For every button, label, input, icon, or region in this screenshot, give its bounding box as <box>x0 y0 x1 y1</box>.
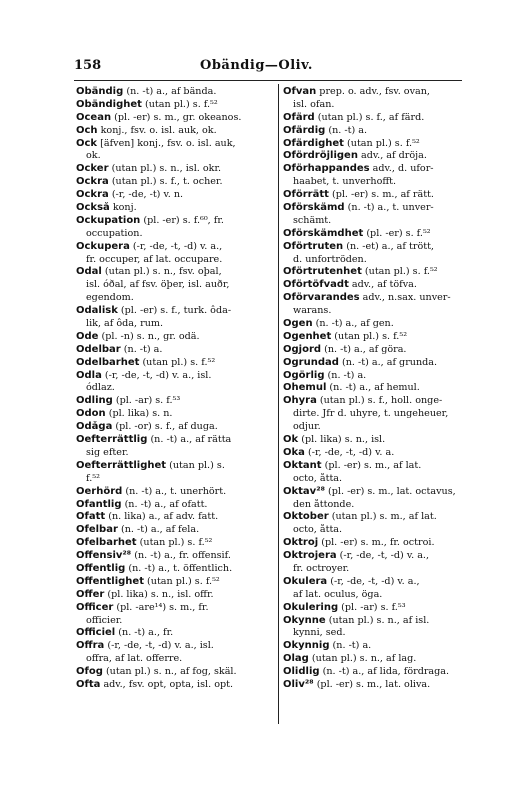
headword: Oktrojera <box>283 550 337 562</box>
left-column <box>76 86 276 692</box>
dictionary-entry-line <box>76 408 276 421</box>
entry-text: dirte. Jfr d. uhyre, t. ungeheuer, <box>293 408 449 420</box>
headword: Okynnig <box>283 640 330 652</box>
entry-text: (n. -t) a., t. unerhört. <box>122 485 227 497</box>
headword: Odelbar <box>76 343 121 355</box>
headword: Odla <box>76 369 102 381</box>
entry-text: af lat. oculus, öga. <box>293 588 383 600</box>
dictionary-entry-line <box>283 138 471 151</box>
entry-text: officier. <box>86 614 123 626</box>
entry-continuation-line <box>283 305 471 318</box>
entry-text: (-r, -de, -t, -d) v. a., <box>129 240 223 252</box>
dictionary-entry-line <box>283 150 471 163</box>
entry-text: (pl. lika) s. n., isl. <box>298 434 386 446</box>
dictionary-entry-line <box>76 112 276 125</box>
dictionary-entry-line <box>283 640 471 653</box>
dictionary-entry-line <box>76 163 276 176</box>
entry-text: (utan pl.) s. <box>166 459 225 471</box>
entry-text: (utan pl.) s. n., af isl. <box>325 614 430 626</box>
entry-continuation-line <box>76 228 276 241</box>
dictionary-entry-line <box>76 460 276 473</box>
page-number: 158 <box>74 58 102 73</box>
dictionary-entry-line <box>76 86 276 99</box>
dictionary-entry-line <box>76 486 276 499</box>
entry-text: (pl. -er) s. m., af rätt. <box>328 189 434 201</box>
entry-text: (pl. -er) s. m., lat. oliva. <box>313 678 431 690</box>
entry-text: (pl. -ar) s. f.⁵³ <box>338 601 406 613</box>
dictionary-entry-line <box>283 202 471 215</box>
headword: Ofördröjligen <box>283 150 358 162</box>
entry-text: (n. -et) a., af trött, <box>343 240 434 252</box>
entry-text: (utan pl.) s. n., af lag. <box>308 653 417 665</box>
entry-continuation-line <box>283 408 471 421</box>
entry-text: (utan pl.) s. f.⁵² <box>141 98 218 110</box>
page-header <box>74 58 462 76</box>
entry-continuation-line <box>283 99 471 112</box>
headword: Oka <box>283 446 305 458</box>
entry-text: schämt. <box>293 214 332 226</box>
dictionary-entry-line <box>76 357 276 370</box>
dictionary-entry-line <box>283 653 471 666</box>
entry-text: (pl. lika) s. n. <box>105 408 173 420</box>
dictionary-entry-line <box>283 189 471 202</box>
headword: Ok <box>283 434 299 446</box>
entry-text: den åttonde. <box>293 498 355 510</box>
entry-text: (pl. -are¹⁴) s. m., fr. <box>113 601 209 613</box>
entry-text: (n. -t) a., af fela. <box>117 524 200 536</box>
headword: Odåga <box>76 421 113 433</box>
entry-text: (utan pl.) s. f., holl. onge- <box>316 395 443 407</box>
entry-text: (n. -t) a., af rätta <box>147 434 232 446</box>
headword: Oförskämd <box>283 202 345 214</box>
dictionary-entry-line <box>76 189 276 202</box>
entry-text: adv., fsv. opt, opta, isl. opt. <box>100 678 234 690</box>
entry-continuation-line <box>283 176 471 189</box>
dictionary-entry-line <box>283 666 471 679</box>
headword: Ofärd <box>283 111 315 123</box>
entry-continuation-line <box>283 589 471 602</box>
entry-text: ódlaz. <box>86 382 115 394</box>
dictionary-entry-line <box>283 344 471 357</box>
entry-text: (-r, -de, -t, -d) v. a., isl. <box>101 369 212 381</box>
entry-text: (utan pl.) s. n., af fog, skäl. <box>102 666 237 678</box>
entry-text: (pl. -er) s. f., turk. ôda- <box>117 305 232 317</box>
headword: Okynne <box>283 614 326 626</box>
entry-text: offra, af lat. offerre. <box>86 653 183 665</box>
dictionary-entry-line <box>76 524 276 537</box>
dictionary-entry-line <box>283 86 471 99</box>
headword: Oktav²⁸ <box>283 485 325 497</box>
headword: Odon <box>76 408 106 420</box>
entry-continuation-line <box>76 653 276 666</box>
entry-text: (pl. -er) s. f.⁵² <box>363 227 431 239</box>
headword: Oförtöfvadt <box>283 279 349 291</box>
entry-continuation-line <box>283 499 471 512</box>
headword: Odling <box>76 395 113 407</box>
headword: Officiel <box>76 627 116 639</box>
entry-continuation-line <box>76 318 276 331</box>
dictionary-entry-line <box>283 266 471 279</box>
headword: Och <box>76 124 98 136</box>
entry-text: (utan pl.) s. f.⁵² <box>331 330 408 342</box>
entry-text: ok. <box>86 150 101 162</box>
headword: Oliv²⁸ <box>283 678 314 690</box>
entry-text: (pl. -er) s. m., fr. octroi. <box>318 537 435 549</box>
headword: Ogen <box>283 318 313 330</box>
entry-text: adv., af töfva. <box>348 279 417 291</box>
entry-text: [äfven] konj., fsv. o. isl. auk, <box>97 137 236 149</box>
entry-text: (n. -t) a. <box>120 343 163 355</box>
entry-text: (n. -t) a., af grunda. <box>338 356 438 368</box>
entry-text: (n. lika) a., af adv. fatt. <box>105 511 219 523</box>
entry-text: (n. -t) a. <box>324 369 367 381</box>
headword: Offentlighet <box>76 575 144 587</box>
entry-text: (n. -t) a., af gen. <box>312 318 394 330</box>
entry-text: (pl. -er) s. m., af lat. <box>321 459 422 471</box>
entry-text: (utan pl.) s. f.⁵² <box>343 137 420 149</box>
headword: Obändig <box>76 86 124 97</box>
dictionary-entry-line <box>283 382 471 395</box>
entry-text: (pl. -er) s. m., lat. octavus, <box>324 485 456 497</box>
entry-continuation-line <box>76 279 276 292</box>
entry-text: adv., af dröja. <box>357 150 427 162</box>
dictionary-entry-line <box>283 447 471 460</box>
headword: Ofatt <box>76 511 106 523</box>
running-head: Obändig—Oliv. <box>200 58 313 73</box>
entry-text: (utan pl.) s. f.⁵² <box>143 575 220 587</box>
entry-text: (utan pl.) s. f., t. ocher. <box>108 176 223 188</box>
dictionary-entry-line <box>76 563 276 576</box>
dictionary-entry-line <box>283 602 471 615</box>
entry-text: (-r, -de, -t, -d) v. a. <box>304 446 395 458</box>
headword: Ofärdig <box>283 124 326 136</box>
headword: Obändighet <box>76 98 142 110</box>
entry-text: fr. occuper, af lat. occupare. <box>86 253 223 265</box>
dictionary-entry-line <box>283 537 471 550</box>
entry-text: (pl. -n) s. n., gr. odä. <box>98 330 200 342</box>
dictionary-entry-line <box>76 370 276 383</box>
dictionary-entry-line <box>283 434 471 447</box>
dictionary-entry-line <box>283 279 471 292</box>
dictionary-entry-line <box>283 318 471 331</box>
headword: Ocker <box>76 163 109 175</box>
entry-text: (n. -t) a., t. unver- <box>344 202 434 214</box>
dictionary-entry-line <box>283 357 471 370</box>
entry-text: (pl. lika) s. n., isl. offr. <box>104 588 214 600</box>
dictionary-entry-line <box>76 640 276 653</box>
entry-text: konj. <box>109 202 137 214</box>
headword: Ogjord <box>283 343 322 355</box>
dictionary-entry-line <box>76 344 276 357</box>
dictionary-entry-line <box>76 576 276 589</box>
dictionary-entry-line <box>283 511 471 524</box>
entry-text: (n. -t) a., fr. <box>115 627 174 639</box>
dictionary-entry-line <box>76 589 276 602</box>
headword: Oförtrutenhet <box>283 266 362 278</box>
entry-text: (n. -t) a., af ofatt. <box>121 498 208 510</box>
headword: Oktroj <box>283 537 319 549</box>
entry-continuation-line <box>283 473 471 486</box>
entry-text: warans. <box>293 305 332 317</box>
entry-text: (-r, -de, -t) v. n. <box>108 189 184 201</box>
entry-continuation-line <box>76 382 276 395</box>
entry-text: (n. -t) a., af göra. <box>321 343 407 355</box>
dictionary-entry-line <box>283 241 471 254</box>
entry-text: (utan pl.) s. m., af lat. <box>328 511 437 523</box>
entry-text: (n. -t) a., af bända. <box>123 86 217 97</box>
entry-text: isl. ofan. <box>293 98 335 110</box>
headword: Oförtruten <box>283 240 344 252</box>
headword: Ofta <box>76 678 101 690</box>
header-rule <box>74 80 462 81</box>
dictionary-entry-line <box>76 176 276 189</box>
headword: Olag <box>283 653 309 665</box>
headword: Odal <box>76 266 102 278</box>
dictionary-entry-line <box>76 434 276 447</box>
dictionary-entry-line <box>76 550 276 563</box>
entry-text: (utan pl.) s. f.⁵² <box>139 356 216 368</box>
entry-text: octo, åtta. <box>293 524 343 536</box>
headword: Ock <box>76 137 98 149</box>
entry-text: sig efter. <box>86 446 129 458</box>
dictionary-entry-line <box>76 266 276 279</box>
entry-text: adv., n.sax. unver- <box>359 292 451 304</box>
dictionary-entry-line <box>283 163 471 176</box>
dictionary-entry-line <box>76 305 276 318</box>
dictionary-entry-line <box>76 138 276 151</box>
dictionary-entry-line <box>76 666 276 679</box>
headword: Ogenhet <box>283 330 332 342</box>
right-column <box>283 86 471 692</box>
headword: Ockra <box>76 176 109 188</box>
entry-continuation-line <box>283 421 471 434</box>
dictionary-entry-line <box>283 550 471 563</box>
entry-continuation-line <box>76 254 276 267</box>
column-divider <box>278 84 279 724</box>
entry-text: (-r, -de, -t, -d) v. a., isl. <box>104 640 214 652</box>
entry-text: (n. -t) a., t. öffentlich. <box>125 562 233 574</box>
dictionary-entry-line <box>283 576 471 589</box>
entry-text: occupation. <box>86 227 143 239</box>
entry-continuation-line <box>76 150 276 163</box>
dictionary-entry-line <box>283 112 471 125</box>
entry-continuation-line <box>283 254 471 267</box>
dictionary-entry-line <box>76 202 276 215</box>
entry-text: (pl. -ar) s. f.⁵³ <box>112 395 181 407</box>
dictionary-entry-line <box>283 125 471 138</box>
entry-text: (n. -t) a. <box>325 124 368 136</box>
entry-continuation-line <box>76 473 276 486</box>
entry-text: konj., fsv. o. isl. auk, ok. <box>97 124 217 136</box>
dictionary-entry-line <box>76 395 276 408</box>
dictionary-entry-line <box>76 331 276 344</box>
headword: Oförvarandes <box>283 292 360 304</box>
headword: Ode <box>76 330 99 342</box>
entry-text: isl. óðal, af fsv. öþer, isl. auðr, <box>86 279 230 291</box>
entry-text: prep. o. adv., fsv. ovan, <box>316 86 430 97</box>
dictionary-entry-line <box>283 228 471 241</box>
headword: Offra <box>76 640 105 652</box>
headword: Okulering <box>283 601 339 613</box>
entry-text: (pl. -er) s. f.⁶⁰, fr. <box>140 214 224 226</box>
entry-text: adv., d. ufor- <box>369 163 434 175</box>
dictionary-entry-line <box>76 499 276 512</box>
dictionary-entry-line <box>283 460 471 473</box>
headword: Ockra <box>76 189 109 201</box>
entry-text: odjur. <box>293 421 321 433</box>
dictionary-entry-line <box>283 395 471 408</box>
headword: Ofog <box>76 666 103 678</box>
headword: Odalisk <box>76 305 118 317</box>
entry-text: (utan pl.) s. f.⁵² <box>361 266 438 278</box>
headword: Ockupation <box>76 214 141 226</box>
entry-text: (-r, -de, -t, -d) v. a., <box>336 550 430 562</box>
entry-text: (n. -t) a., af hemul. <box>326 382 420 394</box>
dictionary-entry-line <box>283 292 471 305</box>
entry-text: d. unfortröden. <box>293 253 367 265</box>
headword: Ofantlig <box>76 498 122 510</box>
entry-text: (utan pl.) s. f.⁵² <box>136 537 213 549</box>
headword: Oefterrättlighet <box>76 459 167 471</box>
entry-text: egendom. <box>86 292 134 304</box>
headword: Ofärdighet <box>283 137 344 149</box>
entry-text: kynni, sed. <box>293 627 346 639</box>
dictionary-entry-line <box>76 627 276 640</box>
entry-text: (n. -t) a., fr. offensif. <box>131 550 231 562</box>
entry-text: (n. -t) a., af lida, fördraga. <box>319 666 450 678</box>
entry-continuation-line <box>283 563 471 576</box>
headword: Ohyra <box>283 395 317 407</box>
entry-continuation-line <box>283 627 471 640</box>
entry-text: haabet, t. unverhofft. <box>293 176 397 188</box>
entry-text: (utan pl.) s. f., af färd. <box>314 111 425 123</box>
headword: Oförhappandes <box>283 163 370 175</box>
entry-text: (pl. -er) s. m., gr. okeanos. <box>111 111 242 123</box>
headword: Ofelbarhet <box>76 537 137 549</box>
entry-text: fr. octroyer. <box>293 562 350 574</box>
entry-text: lik, af ôda, rum. <box>86 318 164 330</box>
headword: Okulera <box>283 575 328 587</box>
headword: Oefterrättlig <box>76 434 148 446</box>
headword: Olidlig <box>283 666 320 678</box>
headword: Oerhörd <box>76 485 123 497</box>
entry-text: (-r, -de, -t, -d) v. a., <box>327 575 420 587</box>
headword: Oktober <box>283 511 329 523</box>
dictionary-entry-line <box>283 486 471 499</box>
entry-text: (n. -t) a. <box>329 640 372 652</box>
entry-continuation-line <box>283 524 471 537</box>
headword: Oktant <box>283 459 322 471</box>
dictionary-entry-line <box>76 99 276 112</box>
headword: Också <box>76 202 110 214</box>
headword: Offensiv²⁸ <box>76 550 132 562</box>
headword: Oförrätt <box>283 189 329 201</box>
dictionary-entry-line <box>76 511 276 524</box>
dictionary-entry-line <box>283 679 471 692</box>
dictionary-entry-line <box>76 241 276 254</box>
entry-continuation-line <box>76 447 276 460</box>
dictionary-entry-line <box>76 125 276 138</box>
entry-text: f.⁵² <box>86 472 100 484</box>
dictionary-entry-line <box>283 370 471 383</box>
entry-text: (utan pl.) s. n., fsv. oþal, <box>101 266 222 278</box>
headword: Officer <box>76 601 114 613</box>
entry-continuation-line <box>76 292 276 305</box>
entry-text: (pl. -or) s. f., af duga. <box>112 421 218 433</box>
headword: Offer <box>76 588 105 600</box>
headword: Offentlig <box>76 562 126 574</box>
headword: Ogrundad <box>283 356 339 368</box>
dictionary-entry-line <box>76 421 276 434</box>
headword: Ohemul <box>283 382 327 394</box>
dictionary-entry-line <box>283 331 471 344</box>
entry-continuation-line <box>283 215 471 228</box>
entry-continuation-line <box>76 615 276 628</box>
dictionary-entry-line <box>283 615 471 628</box>
headword: Odelbarhet <box>76 356 140 368</box>
dictionary-entry-line <box>76 215 276 228</box>
entry-text: octo, åtta. <box>293 472 343 484</box>
dictionary-entry-line <box>76 602 276 615</box>
entry-text: (utan pl.) s. n., isl. okr. <box>108 163 222 175</box>
headword: Ocean <box>76 111 112 123</box>
dictionary-entry-line <box>76 679 276 692</box>
dictionary-entry-line <box>76 537 276 550</box>
headword: Oförskämdhet <box>283 227 364 239</box>
headword: Ofvan <box>283 86 317 97</box>
headword: Ockupera <box>76 240 130 252</box>
headword: Ofelbar <box>76 524 118 536</box>
headword: Ogörlig <box>283 369 325 381</box>
